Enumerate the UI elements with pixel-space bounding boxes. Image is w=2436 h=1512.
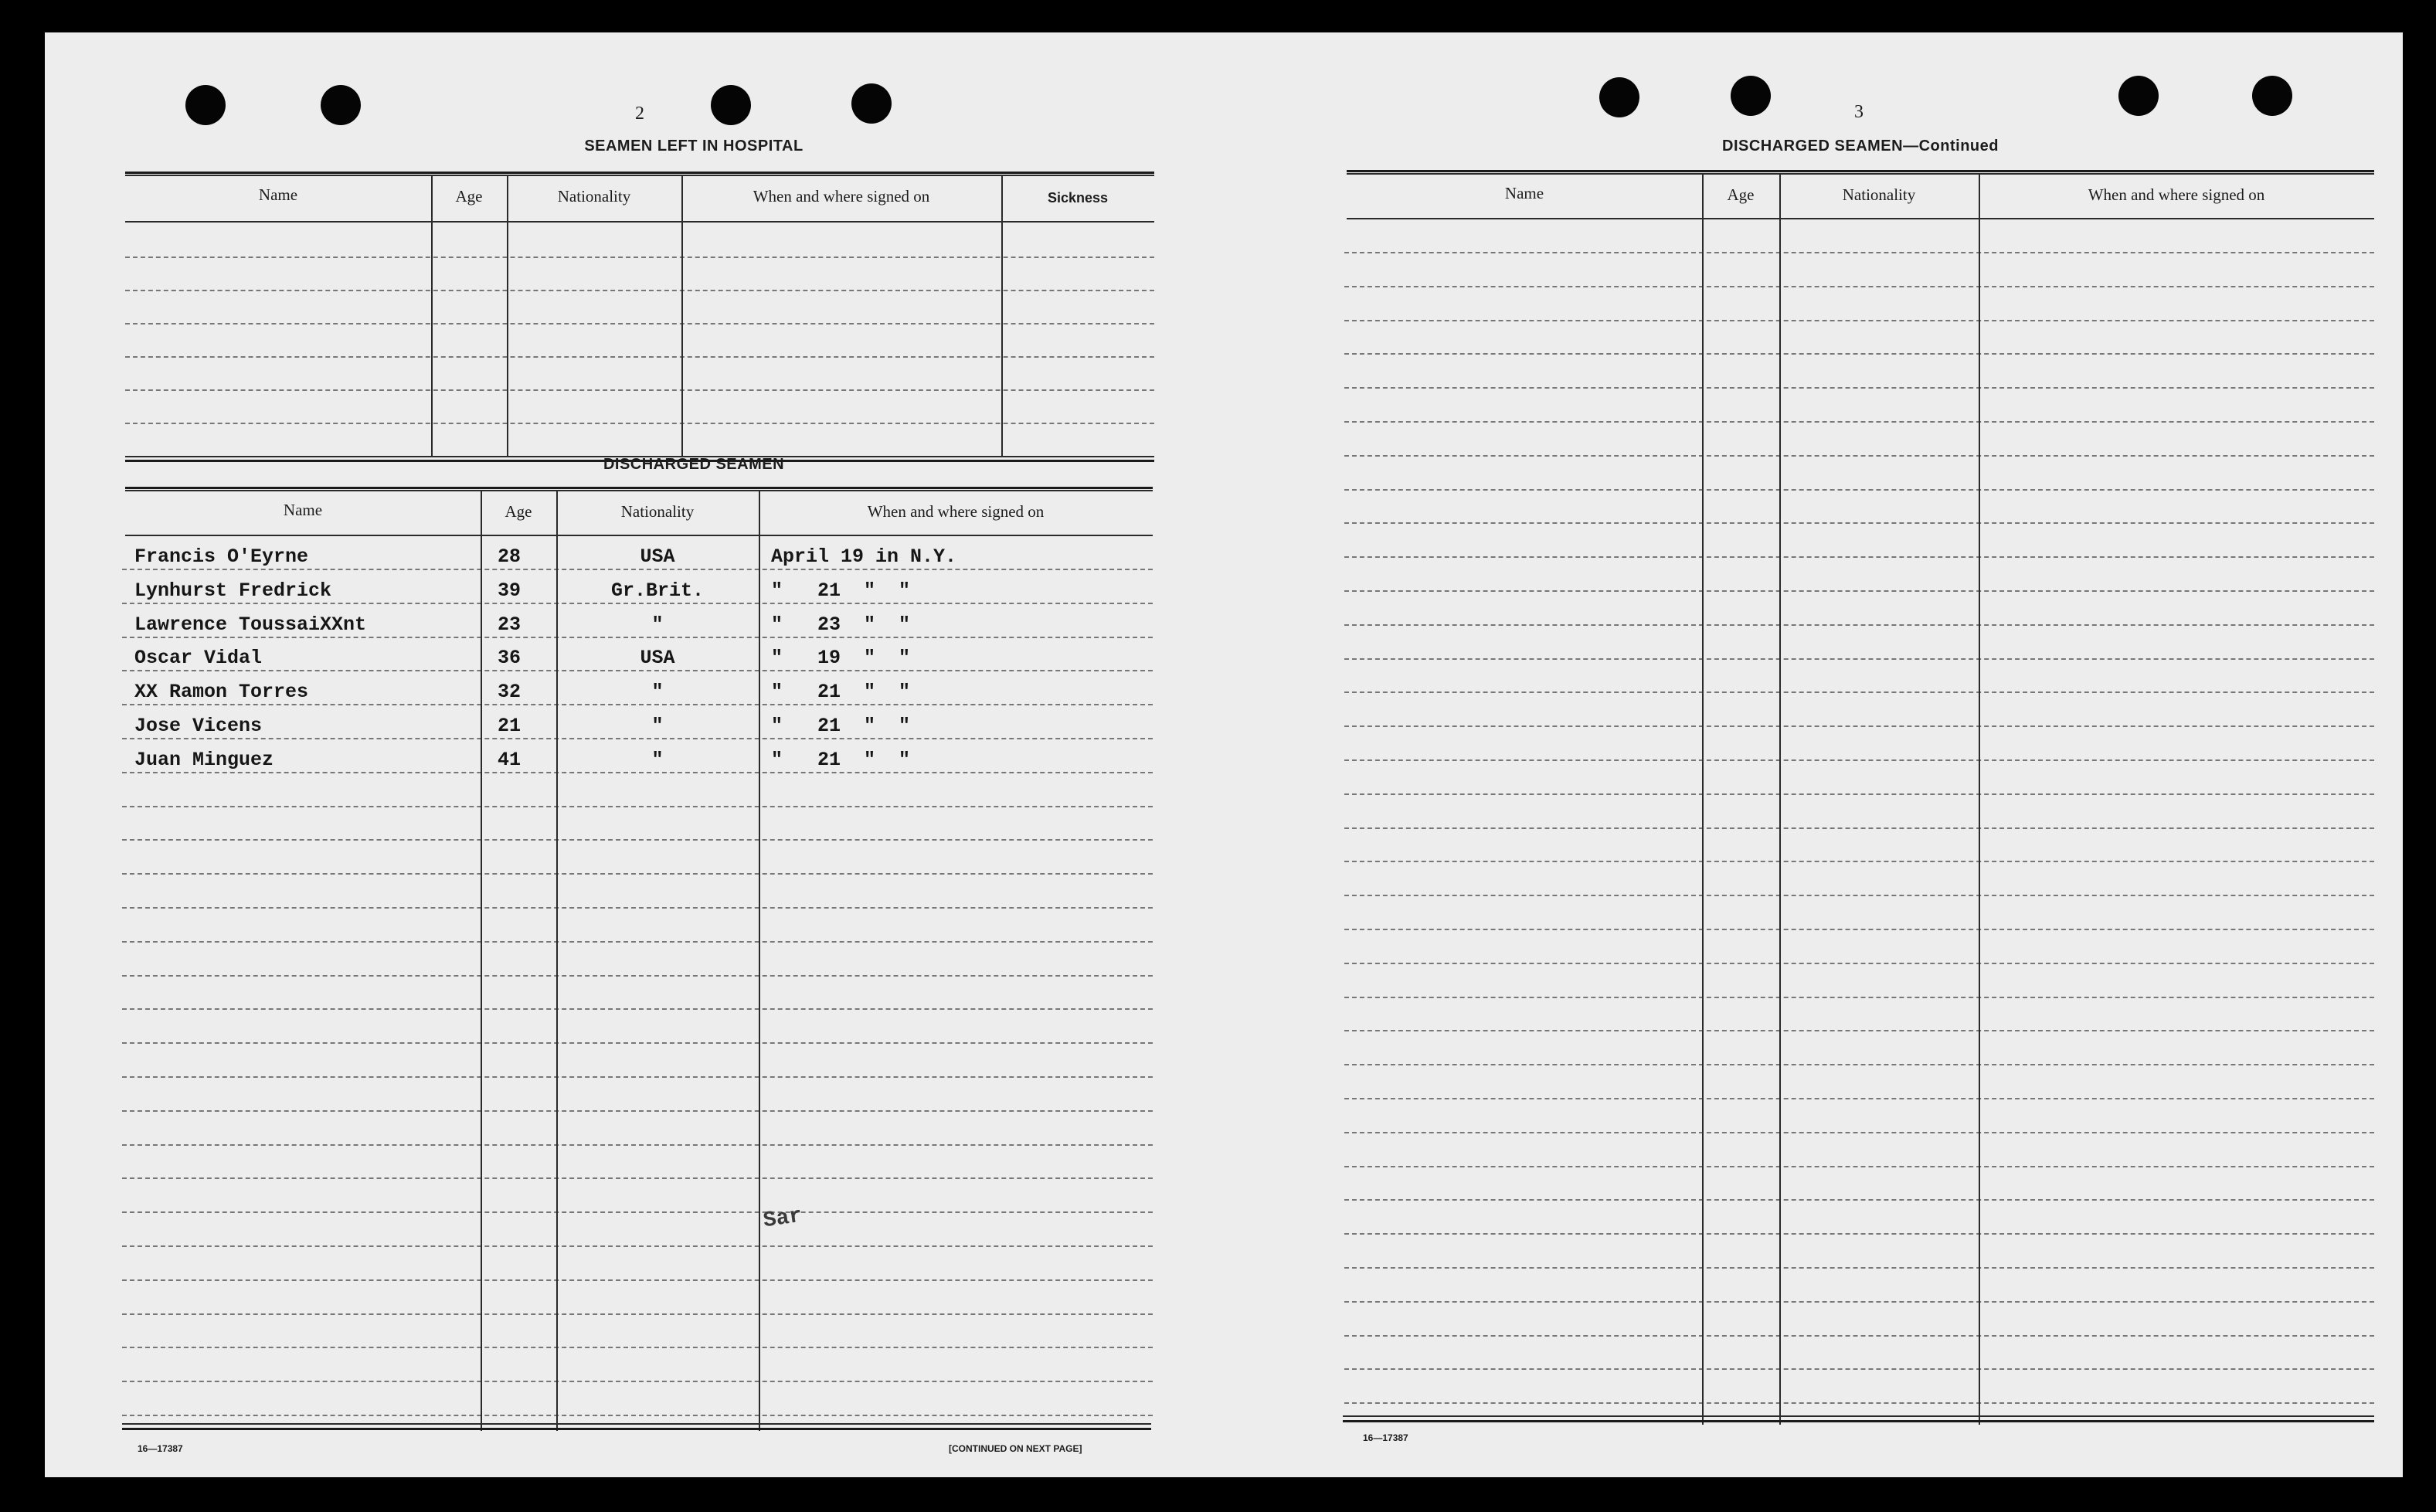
discharged-age-cell: 23 xyxy=(498,613,522,636)
discharged-signed-cell: April 19 in N.Y. xyxy=(771,545,957,568)
discharged-signed-cell: " 21 " " xyxy=(771,749,911,771)
continued-col-signed-on: When and where signed on xyxy=(2088,185,2265,204)
ruled-line xyxy=(1344,556,2374,558)
ruled-line xyxy=(1344,1335,2374,1337)
right-page xyxy=(1281,32,2403,1477)
page-number: 3 xyxy=(1854,102,1864,122)
ruled-line xyxy=(1344,489,2374,491)
ruled-line xyxy=(1344,1368,2374,1370)
discharged-age-cell: 36 xyxy=(498,647,522,669)
ruled-line xyxy=(122,1381,1153,1382)
discharged-name-cell: Jose Vicens xyxy=(134,715,263,737)
discharged-age-cell: 39 xyxy=(498,579,522,602)
continued-col-age: Age xyxy=(1727,185,1755,204)
ruled-line xyxy=(1344,691,2374,693)
discharged-nationality-cell: " xyxy=(651,715,664,737)
discharged-age-cell: 41 xyxy=(498,749,522,771)
ruled-line xyxy=(1344,624,2374,626)
ruled-line xyxy=(1344,1402,2374,1404)
discharged-age-cell: 28 xyxy=(498,545,522,568)
ruled-line xyxy=(1344,455,2374,457)
ruled-line xyxy=(1344,1301,2374,1303)
ruled-line xyxy=(122,1110,1153,1112)
ruled-line xyxy=(122,1211,1153,1213)
discharged-nationality-cell: " xyxy=(651,681,664,703)
discharged-col-name: Name xyxy=(283,501,323,519)
ruled-line xyxy=(122,839,1153,841)
ruled-line xyxy=(1344,997,2374,998)
discharged-name-cell: Juan Minguez xyxy=(134,749,274,771)
discharged-name-cell: Lawrence ToussaiXXnt xyxy=(134,613,367,636)
discharged-name-cell: Oscar Vidal xyxy=(134,647,263,669)
ruled-line xyxy=(1344,658,2374,660)
ruled-line xyxy=(122,1177,1153,1179)
ruled-line xyxy=(122,1279,1153,1281)
ruled-line xyxy=(122,1245,1153,1247)
ruled-line xyxy=(1344,1166,2374,1167)
ruled-line xyxy=(122,806,1153,807)
ruled-line xyxy=(1344,963,2374,964)
ruled-line xyxy=(1344,895,2374,896)
ruled-line xyxy=(122,704,1153,705)
discharged-signed-cell: " 23 " " xyxy=(771,613,911,636)
ruled-line xyxy=(122,975,1153,977)
continued-col-name: Name xyxy=(1504,184,1544,202)
discharged-name-cell: XX Ramon Torres xyxy=(134,681,309,703)
ruled-line xyxy=(122,941,1153,943)
document-sheet xyxy=(45,32,2403,1477)
ruled-line xyxy=(122,1313,1153,1315)
continued-col-nationality: Nationality xyxy=(1842,185,1916,204)
ruled-line xyxy=(122,603,1153,604)
ruled-line xyxy=(1344,793,2374,795)
ruled-line xyxy=(122,738,1153,739)
ruled-line xyxy=(122,873,1153,875)
ruled-line xyxy=(1344,929,2374,930)
ruled-line xyxy=(1344,725,2374,727)
ruled-line xyxy=(1344,759,2374,761)
discharged-section-title: DISCHARGED SEAMEN xyxy=(603,456,785,473)
ruled-line xyxy=(1344,286,2374,287)
ruled-line xyxy=(1344,590,2374,592)
hospital-col-signed-on: When and where signed on xyxy=(753,187,930,206)
hospital-section-title: SEAMEN LEFT IN HOSPITAL xyxy=(584,138,804,155)
ruled-line xyxy=(1344,827,2374,829)
faint-stamp: Sar xyxy=(762,1204,804,1234)
discharged-signed-cell: " 19 " " xyxy=(771,647,911,669)
discharged-age-cell: 32 xyxy=(498,681,522,703)
ruled-line xyxy=(122,1144,1153,1146)
ruled-line xyxy=(122,907,1153,909)
left-page xyxy=(45,32,1204,1477)
ruled-line xyxy=(1344,320,2374,321)
ruled-line xyxy=(122,1347,1153,1348)
ruled-line xyxy=(1344,1132,2374,1133)
ruled-line xyxy=(1344,1098,2374,1099)
ruled-line xyxy=(1344,1030,2374,1031)
ruled-line xyxy=(122,670,1153,671)
discharged-nationality-cell: USA xyxy=(640,545,675,568)
ruled-line xyxy=(122,637,1153,638)
ruled-line xyxy=(122,569,1153,570)
ruled-line xyxy=(1344,1064,2374,1065)
ruled-line xyxy=(1344,861,2374,862)
hospital-col-name: Name xyxy=(258,185,298,204)
discharged-age-cell: 21 xyxy=(498,715,522,737)
ruled-line xyxy=(1344,421,2374,423)
ruled-line xyxy=(122,1008,1153,1010)
discharged-signed-cell: " 21 " " xyxy=(771,579,911,602)
page-number: 2 xyxy=(635,104,644,124)
ruled-line xyxy=(1344,387,2374,389)
ruled-line xyxy=(1344,1267,2374,1269)
discharged-nationality-cell: Gr.Brit. xyxy=(610,579,705,602)
discharged-continued-title: DISCHARGED SEAMEN—Continued xyxy=(1722,138,1999,155)
ruled-line xyxy=(1344,1199,2374,1201)
ruled-line xyxy=(1344,252,2374,253)
ruled-line xyxy=(122,772,1153,773)
discharged-col-nationality: Nationality xyxy=(620,502,695,521)
form-number: 16—17387 xyxy=(1363,1432,1408,1443)
continued-note: [CONTINUED ON NEXT PAGE] xyxy=(949,1443,1082,1454)
discharged-name-cell: Lynhurst Fredrick xyxy=(134,579,332,602)
discharged-nationality-cell: USA xyxy=(640,647,675,669)
hospital-col-nationality: Nationality xyxy=(557,187,631,206)
discharged-nationality-cell: " xyxy=(651,749,664,771)
discharged-signed-cell: " 21 " " xyxy=(771,715,911,737)
ruled-line xyxy=(122,1042,1153,1044)
hospital-col-sickness: Sickness xyxy=(1047,190,1109,206)
ruled-line xyxy=(1344,1233,2374,1235)
discharged-col-signed-on: When and where signed on xyxy=(867,502,1045,521)
ruled-line xyxy=(122,1076,1153,1078)
discharged-nationality-cell: " xyxy=(651,613,664,636)
discharged-signed-cell: " 21 " " xyxy=(771,681,911,703)
discharged-col-age: Age xyxy=(505,502,532,521)
form-number: 16—17387 xyxy=(138,1443,183,1454)
ruled-line xyxy=(1344,353,2374,355)
discharged-name-cell: Francis O'Eyrne xyxy=(134,545,309,568)
ruled-line xyxy=(1344,522,2374,524)
hospital-col-age: Age xyxy=(455,187,483,206)
ruled-line xyxy=(122,1415,1153,1416)
